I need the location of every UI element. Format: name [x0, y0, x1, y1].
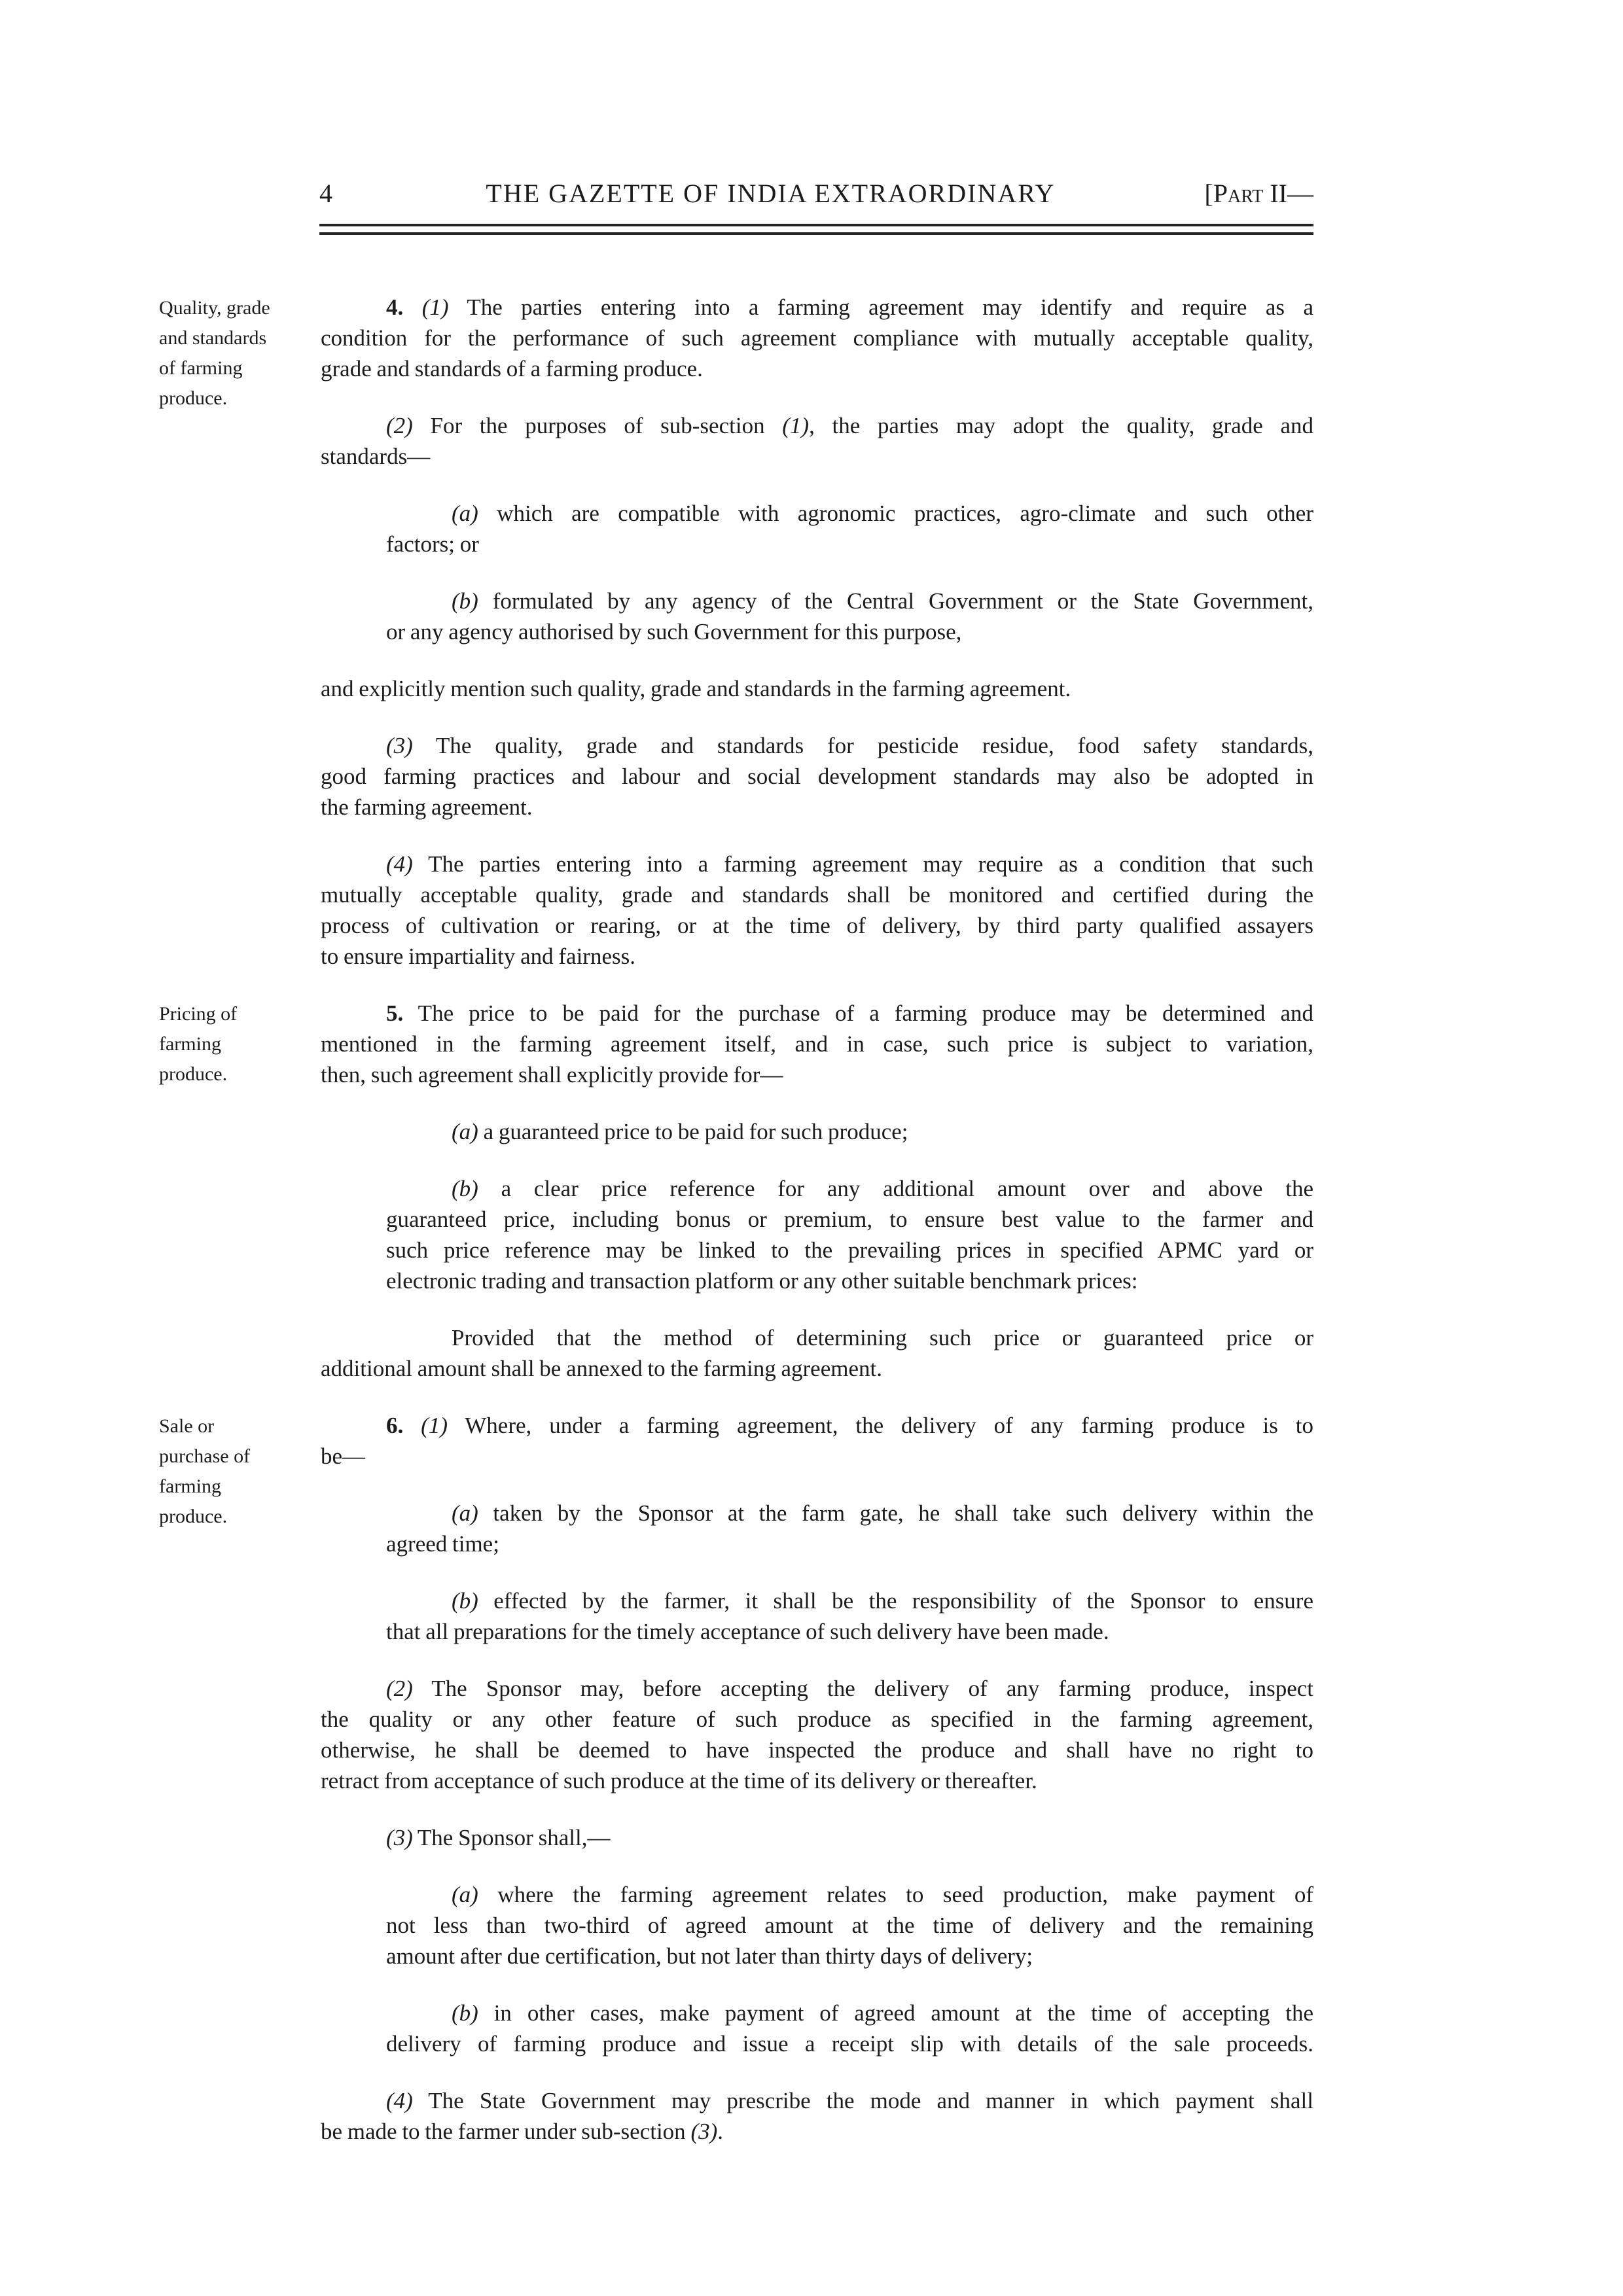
text-line: good farming practices and labour and social development standards may also be adopted in	[321, 764, 1313, 789]
paragraph	[321, 1822, 1313, 1853]
paragraph	[321, 1585, 1313, 1647]
paragraph	[321, 1998, 1313, 2059]
paragraph	[321, 1116, 1313, 1147]
page-number: 4	[319, 179, 332, 208]
paragraph	[321, 1410, 1313, 1472]
margin-note-line: and standards	[159, 327, 267, 349]
margin-note-line: Quality, grade	[159, 297, 270, 319]
text-line: the quality or any other feature of such produce as specified in the farming agreement,	[321, 1706, 1313, 1732]
text-line: (b) in other cases, make payment of agreed amount at the time of accepting the	[452, 2000, 1313, 2026]
text-line: be made to the farmer under sub-section (3).	[321, 2119, 723, 2144]
text-line: additional amount shall be annexed to the farming agreement.	[321, 1356, 882, 1381]
text-line: 4. (1) The parties entering into a farming agreement may identify and require as a	[386, 294, 1314, 320]
text-line: retract from acceptance of such produce at the time of its delivery or thereafter.	[321, 1768, 1037, 1793]
paragraph	[321, 998, 1313, 1090]
margin-note	[159, 998, 321, 1089]
text-line: mutually acceptable quality, grade and standards shall be monitored and certified during the	[321, 882, 1313, 908]
margin-note-line: Sale or	[159, 1415, 215, 1437]
paragraph	[321, 1879, 1313, 1971]
header-title: THE GAZETTE OF INDIA EXTRAORDINARY	[486, 179, 1056, 208]
paragraph	[321, 2085, 1313, 2147]
section-paragraphs	[321, 998, 1313, 1410]
page-header	[319, 179, 1313, 208]
text-line: condition for the performance of such agreement compliance with mutually acceptable quality,	[321, 325, 1313, 351]
act-section	[159, 292, 1313, 998]
margin-note-line: produce.	[159, 387, 228, 409]
text-line: the farming agreement.	[321, 794, 533, 820]
margin-note-line: of farming	[159, 357, 243, 379]
rule-top	[319, 224, 1313, 226]
text-line: amount after due certification, but not later than thirty days of delivery;	[386, 1943, 1033, 1969]
paragraph	[321, 292, 1313, 384]
text-line: agreed time;	[386, 1531, 499, 1557]
margin-note-line: produce.	[159, 1506, 228, 1527]
text-line: and explicitly mention such quality, grade and standards in the farming agreement.	[321, 676, 1071, 701]
paragraph	[321, 1498, 1313, 1559]
text-line: (b) formulated by any agency of the Central Government or the State Government,	[452, 588, 1313, 614]
text-line: delivery of farming produce and issue a receipt slip with details of the sale proceeds.	[386, 2031, 1313, 2057]
margin-note	[159, 1410, 321, 1532]
paragraph	[321, 1322, 1313, 1384]
text-line: not less than two-third of agreed amount at the time of delivery and the remaining	[386, 1913, 1313, 1938]
margin-note	[159, 292, 321, 414]
section-paragraphs	[321, 1410, 1313, 2173]
paragraph	[321, 730, 1313, 822]
margin-note-line: produce.	[159, 1063, 228, 1085]
section-paragraphs	[321, 292, 1313, 998]
rule-bottom	[319, 232, 1313, 235]
text-line: (a) which are compatible with agronomic practices, agro-climate and such other	[452, 501, 1313, 526]
text-line: (4) The parties entering into a farming agreement may require as a condition that such	[386, 851, 1313, 877]
act-text-body	[159, 292, 1313, 2173]
text-line: 5. The price to be paid for the purchase of a farming produce may be determined and	[386, 1000, 1313, 1026]
paragraph	[321, 1673, 1313, 1796]
text-line: (3) The Sponsor shall,—	[386, 1825, 611, 1850]
text-line: or any agency authorised by such Government for this purpose,	[386, 619, 962, 645]
paragraph	[321, 498, 1313, 559]
paragraph	[321, 849, 1313, 972]
text-line: then, such agreement shall explicitly provide for—	[321, 1062, 783, 1087]
text-line: guaranteed price, including bonus or premium, to ensure best value to the farmer and	[386, 1207, 1313, 1232]
text-line: electronic trading and transaction platform or any other suitable benchmark prices:	[386, 1268, 1138, 1294]
paragraph	[321, 586, 1313, 647]
paragraph	[321, 410, 1313, 472]
act-section	[159, 998, 1313, 1410]
text-line: (a) a guaranteed price to be paid for such produce;	[452, 1119, 908, 1144]
paragraph	[321, 673, 1313, 704]
text-line: (a) where the farming agreement relates to seed production, make payment of	[452, 1882, 1313, 1907]
text-line: to ensure impartiality and fairness.	[321, 944, 635, 969]
margin-note-line: Pricing of	[159, 1003, 238, 1025]
text-line: otherwise, he shall be deemed to have inspected the produce and shall have no right to	[321, 1737, 1313, 1763]
text-line: (2) The Sponsor may, before accepting the delivery of any farming produce, inspect	[386, 1676, 1313, 1701]
margin-note-line: farming	[159, 1033, 221, 1055]
act-section	[159, 1410, 1313, 2173]
text-line: (b) effected by the farmer, it shall be the responsibility of the Sponsor to ensure	[452, 1588, 1313, 1614]
text-line: 6. (1) Where, under a farming agreement, the delivery of any farming produce is to	[386, 1413, 1313, 1438]
text-line: mentioned in the farming agreement itself, and in case, such price is subject to variation,	[321, 1031, 1313, 1057]
text-line: factors; or	[386, 531, 479, 557]
text-line: (2) For the purposes of sub-section (1), the parties may adopt the quality, grade and	[386, 413, 1313, 438]
margin-note-line: farming	[159, 1475, 221, 1497]
text-line: be—	[321, 1443, 366, 1469]
text-line: (a) taken by the Sponsor at the farm gate, he shall take such delivery within the	[452, 1500, 1313, 1526]
text-line: (4) The State Government may prescribe the mode and manner in which payment shall	[386, 2088, 1313, 2113]
text-line: (3) The quality, grade and standards for pesticide residue, food safety standards,	[386, 733, 1313, 758]
header-double-rule	[319, 224, 1313, 235]
paragraph	[321, 1173, 1313, 1296]
text-line: grade and standards of a farming produce.	[321, 356, 703, 381]
part-label: [Part II—	[1204, 179, 1313, 208]
text-line: process of cultivation or rearing, or at the time of delivery, by third party qualified assayers	[321, 913, 1313, 938]
text-line: such price reference may be linked to the prevailing prices in specified APMC yard or	[386, 1237, 1313, 1263]
text-line: standards—	[321, 444, 431, 469]
text-line: Provided that the method of determining such price or guaranteed price or	[452, 1325, 1313, 1351]
margin-note-line: purchase of	[159, 1445, 251, 1467]
text-line: that all preparations for the timely acceptance of such delivery have been made.	[386, 1619, 1109, 1644]
text-line: (b) a clear price reference for any additional amount over and above the	[452, 1176, 1313, 1201]
